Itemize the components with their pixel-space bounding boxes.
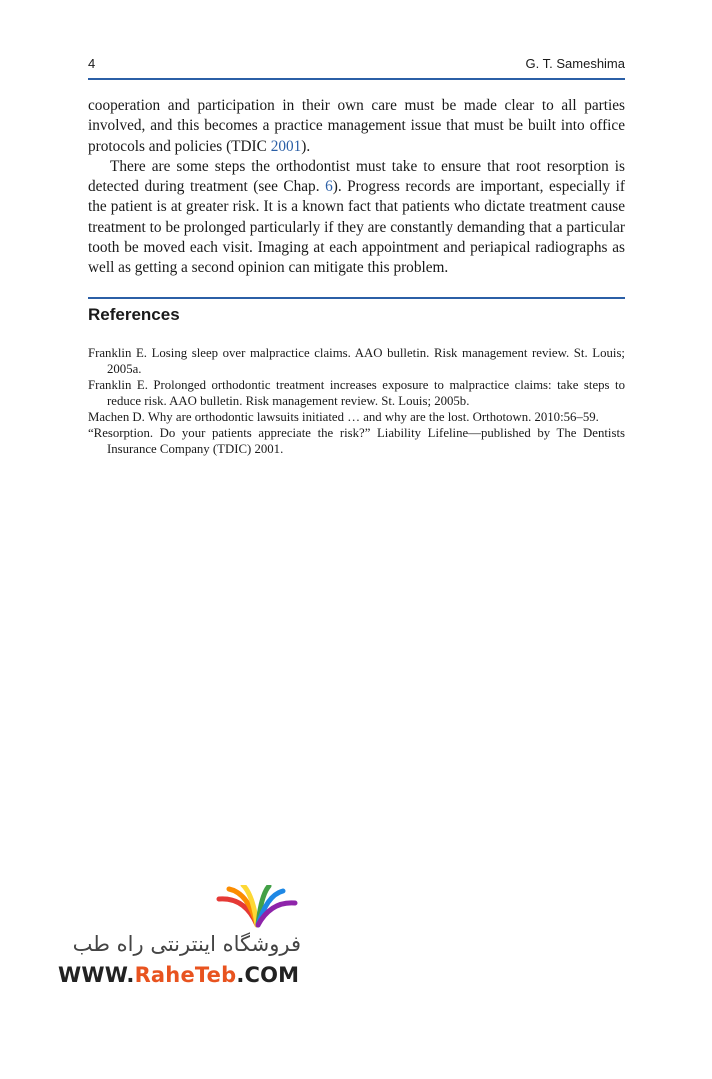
page-header [88, 56, 625, 76]
paragraph-2-text: There are some steps the orthodontist must take to ensure that root resorption is detected during treatment (see Chap. [88, 157, 625, 196]
paragraph-1-text: cooperation and participation in their own care must be made clear to all parties involved, and this becomes a practice management issue that must be built into office protocols and policies (TDIC [88, 97, 625, 155]
paragraph-2-end: ). Progress records are important, especially if the patient is at greater risk. It is a known fact that patients who dictate treatment cause treatment to be prolonged particularly if they are constantly demanding that a particular tooth be moved each visit. Imaging at each appointment and periapical radiographs as well as getting a second opinion can mitigate this problem. [88, 178, 626, 277]
chapter-link-6[interactable]: 6 [325, 178, 333, 196]
references-rule [88, 297, 625, 299]
reference-item: Franklin E. Losing sleep over malpractice claims. AAO bulletin. Risk management review. St. Louis; 2005a. [88, 346, 625, 376]
paragraph-2 [88, 157, 625, 279]
watermark-url [58, 963, 299, 987]
reference-item: Machen D. Why are orthodontic lawsuits initiated … and why are the lost. Orthotown. 2010:56–59. [88, 410, 599, 424]
paragraph-1 [88, 96, 625, 157]
paragraph-1-end: ). [301, 137, 311, 155]
citation-link-tdic-2001[interactable]: 2001 [270, 137, 302, 155]
watermark-logo [58, 885, 303, 995]
reference-list [88, 345, 625, 457]
url-suffix: .COM [236, 963, 300, 987]
url-brand: RaheTeb [134, 963, 237, 987]
reference-item: “Resorption. Do your patients appreciate the risk?” Liability Lifeline—published by The Dentists Insurance Company (TDIC) 2001. [88, 426, 625, 456]
running-head: G. T. Sameshima [525, 56, 625, 71]
url-prefix: WWW. [58, 963, 135, 987]
references-heading: References [88, 305, 180, 324]
header-rule [88, 78, 625, 80]
body-text [88, 96, 625, 279]
page-number: 4 [88, 56, 96, 71]
watermark-persian-text: فروشگاه اینترنتی راه طب [72, 932, 301, 956]
open-book-icon [215, 885, 300, 930]
reference-item: Franklin E. Prolonged orthodontic treatment increases exposure to malpractice claims: take steps to reduce risk. AAO bulletin. Risk management review. St. Louis; 2005b. [88, 378, 625, 408]
